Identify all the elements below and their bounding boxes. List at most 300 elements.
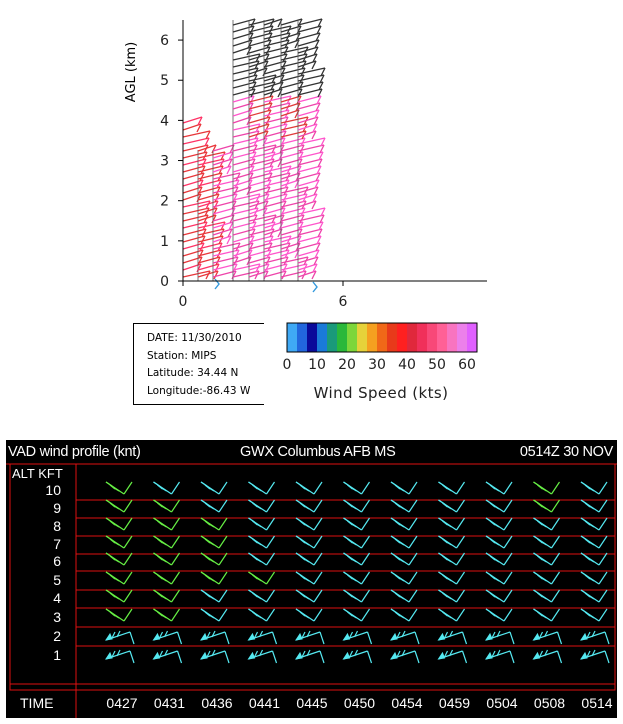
barb-shaft bbox=[320, 651, 324, 663]
y-tick-label: 5 bbox=[160, 73, 169, 90]
vad-station: GWX Columbus AFB MS bbox=[240, 444, 396, 460]
vad-barb bbox=[486, 572, 512, 584]
time-label: 0441 bbox=[248, 695, 281, 711]
vad-barb bbox=[201, 500, 227, 512]
vad-barb bbox=[391, 631, 419, 644]
vad-barb bbox=[439, 590, 465, 602]
barb-shaft bbox=[267, 518, 275, 530]
barb-shaft bbox=[219, 609, 227, 621]
vad-datetime: 0514Z 30 NOV bbox=[519, 444, 613, 460]
vad-barb bbox=[439, 631, 467, 644]
wind-barb bbox=[233, 138, 258, 144]
alt-header: ALT KFT bbox=[12, 466, 63, 481]
vad-barb bbox=[344, 650, 372, 663]
vad-barb bbox=[486, 482, 512, 494]
barb-shaft bbox=[314, 572, 322, 584]
vad-barb bbox=[391, 609, 417, 621]
wind-barb bbox=[233, 54, 260, 60]
barb-flag bbox=[391, 634, 397, 640]
barb-shaft bbox=[124, 609, 132, 621]
barb-shaft bbox=[510, 632, 514, 644]
wind-barb bbox=[233, 271, 259, 277]
vad-barb bbox=[154, 536, 180, 548]
wind-barb bbox=[233, 68, 258, 74]
barb-flag bbox=[439, 653, 445, 659]
time-label: 0504 bbox=[486, 695, 518, 711]
barb-shaft bbox=[415, 632, 419, 644]
barb-shaft bbox=[219, 553, 227, 565]
vad-barb bbox=[249, 536, 275, 548]
vad-grid bbox=[6, 464, 617, 718]
vad-barb bbox=[344, 500, 370, 512]
vad-barb bbox=[296, 518, 322, 530]
vad-barb bbox=[154, 553, 180, 565]
vad-barb bbox=[486, 536, 512, 548]
barb-shaft bbox=[504, 572, 512, 584]
barb-shaft bbox=[463, 651, 467, 663]
wind-barb bbox=[298, 243, 320, 249]
barb-shaft bbox=[552, 572, 560, 584]
vad-barb bbox=[296, 609, 322, 621]
vad-barb bbox=[581, 590, 607, 602]
barb-shaft bbox=[178, 651, 182, 663]
barb-shaft bbox=[362, 482, 370, 494]
colorbar-swatch bbox=[407, 323, 418, 352]
vad-barb bbox=[439, 536, 465, 548]
vad-plot bbox=[6, 440, 617, 718]
barb-shaft bbox=[599, 482, 607, 494]
vad-barb bbox=[296, 631, 324, 644]
barb-shaft bbox=[368, 632, 372, 644]
barb-flag bbox=[249, 653, 255, 659]
barb-shaft bbox=[457, 518, 465, 530]
vad-barb bbox=[201, 609, 227, 621]
barb-shaft bbox=[362, 590, 370, 602]
barb-shaft bbox=[362, 572, 370, 584]
barb-flag bbox=[249, 634, 255, 640]
vad-barb bbox=[154, 631, 182, 644]
barb-shaft bbox=[178, 632, 182, 644]
vad-barb bbox=[344, 536, 370, 548]
alt-label: 6 bbox=[53, 553, 61, 569]
barb-shaft bbox=[124, 500, 132, 512]
vad-barb bbox=[201, 553, 227, 565]
vad-barb bbox=[344, 631, 372, 644]
vad-barb bbox=[486, 590, 512, 602]
barb-shaft bbox=[457, 590, 465, 602]
alt-label: 4 bbox=[53, 590, 61, 606]
vad-barb bbox=[391, 536, 417, 548]
time-label: 0431 bbox=[153, 695, 186, 711]
barb-shaft bbox=[552, 590, 560, 602]
barb-shaft bbox=[552, 500, 560, 512]
vad-barb bbox=[106, 500, 132, 512]
colorbar-tick-label: 0 bbox=[282, 357, 292, 373]
barb-shaft bbox=[409, 609, 417, 621]
barb-shaft bbox=[314, 536, 322, 548]
barb-flag bbox=[486, 653, 492, 659]
barb-shaft bbox=[267, 500, 275, 512]
barb-shaft bbox=[124, 518, 132, 530]
barb-shaft bbox=[172, 590, 180, 602]
vad-barb bbox=[201, 518, 227, 530]
vad-barbs bbox=[106, 482, 609, 663]
y-tick-label: 0 bbox=[160, 274, 169, 290]
barb-shaft bbox=[172, 482, 180, 494]
vad-barb bbox=[106, 631, 134, 644]
barb-shaft bbox=[552, 536, 560, 548]
alt-label: 10 bbox=[45, 482, 61, 498]
vad-barb bbox=[581, 500, 607, 512]
wind-barb bbox=[298, 103, 320, 109]
colorbar-swatch bbox=[307, 323, 318, 352]
colorbar-swatch bbox=[357, 323, 368, 352]
barb-shaft bbox=[504, 590, 512, 602]
vad-barb bbox=[249, 482, 275, 494]
colorbar-swatch bbox=[427, 323, 438, 352]
vad-barb bbox=[106, 553, 132, 565]
barb-shaft bbox=[219, 590, 227, 602]
vad-barb bbox=[154, 590, 180, 602]
barb-shaft bbox=[124, 553, 132, 565]
barb-shaft bbox=[504, 500, 512, 512]
info-station: Station: MIPS bbox=[147, 349, 217, 362]
barb-shaft bbox=[362, 500, 370, 512]
barb-flag bbox=[581, 634, 587, 640]
barb-shaft bbox=[504, 536, 512, 548]
colorbar-swatch bbox=[367, 323, 378, 352]
vad-barb bbox=[581, 609, 607, 621]
barb-shaft bbox=[457, 500, 465, 512]
time-label: 0450 bbox=[343, 695, 376, 711]
vad-barb bbox=[439, 572, 465, 584]
vad-barb bbox=[249, 572, 275, 584]
barb-shaft bbox=[314, 518, 322, 530]
wind-barb bbox=[183, 145, 208, 151]
barb-shaft bbox=[558, 632, 562, 644]
time-label: 0514 bbox=[581, 695, 613, 711]
alt-label: 7 bbox=[53, 536, 61, 552]
barb-shaft bbox=[552, 553, 560, 565]
barb-shaft bbox=[362, 553, 370, 565]
barb-shaft bbox=[130, 632, 134, 644]
colorbar-swatch bbox=[397, 323, 408, 352]
vad-barb bbox=[534, 650, 562, 663]
barb-shaft bbox=[320, 632, 324, 644]
barb-shaft bbox=[409, 500, 417, 512]
y-tick-label: 6 bbox=[160, 33, 169, 50]
vad-barb bbox=[581, 482, 607, 494]
vad-barb bbox=[296, 500, 322, 512]
vad-barb bbox=[439, 609, 465, 621]
info-longitude: Longitude:-86.43 W bbox=[147, 384, 251, 397]
vad-barb bbox=[344, 572, 370, 584]
barb-flag bbox=[391, 653, 397, 659]
barb-flag bbox=[296, 653, 302, 659]
vad-barb bbox=[486, 631, 514, 644]
barb-shaft bbox=[605, 651, 609, 663]
alt-label: 2 bbox=[53, 628, 61, 644]
barb-shaft bbox=[599, 553, 607, 565]
barb-shaft bbox=[172, 553, 180, 565]
vad-barb bbox=[201, 572, 227, 584]
wind-barb bbox=[298, 96, 321, 102]
vad-barb bbox=[296, 536, 322, 548]
info-latitude: Latitude: 34.44 N bbox=[147, 367, 239, 379]
vad-barb bbox=[534, 590, 560, 602]
barb-shaft bbox=[409, 536, 417, 548]
wind-barb bbox=[183, 208, 209, 214]
barb-flag bbox=[344, 653, 350, 659]
colorbar-swatch bbox=[337, 323, 348, 352]
vad-barb bbox=[581, 553, 607, 565]
vad-barb bbox=[439, 500, 465, 512]
y-tick-label: 3 bbox=[160, 153, 169, 170]
plot-frame bbox=[10, 464, 615, 690]
wind-barb bbox=[183, 138, 209, 144]
vad-barb bbox=[344, 518, 370, 530]
wind-speed-colorbar bbox=[283, 323, 478, 373]
barb-shaft bbox=[219, 536, 227, 548]
colorbar-swatch bbox=[447, 323, 458, 352]
vad-barb bbox=[106, 572, 132, 584]
barb-shaft bbox=[457, 572, 465, 584]
barb-shaft bbox=[267, 536, 275, 548]
barb-flag bbox=[344, 634, 350, 640]
vad-barb bbox=[581, 631, 609, 644]
barb-shaft bbox=[362, 609, 370, 621]
barb-shaft bbox=[599, 590, 607, 602]
vad-barb bbox=[391, 590, 417, 602]
vad-barb bbox=[201, 590, 227, 602]
wind-barb bbox=[233, 201, 259, 207]
vad-barb bbox=[391, 482, 417, 494]
vad-barb bbox=[534, 482, 560, 494]
vad-barb bbox=[391, 572, 417, 584]
barb-shaft bbox=[172, 572, 180, 584]
alt-label: 3 bbox=[53, 609, 61, 625]
vad-barb bbox=[534, 572, 560, 584]
barb-shaft bbox=[273, 632, 277, 644]
baseline-marker bbox=[313, 282, 317, 292]
vad-barb bbox=[534, 518, 560, 530]
vad-barb bbox=[534, 553, 560, 565]
wind-barb bbox=[298, 166, 321, 172]
vad-barb bbox=[249, 518, 275, 530]
y-tick-label: 4 bbox=[160, 113, 169, 130]
y-tick-label: 1 bbox=[160, 233, 169, 250]
profile-column bbox=[213, 145, 240, 279]
alt-label: 1 bbox=[53, 647, 61, 663]
barb-shaft bbox=[457, 553, 465, 565]
vad-labels bbox=[12, 466, 613, 711]
wind-barb bbox=[298, 33, 320, 39]
wind-barb bbox=[298, 26, 321, 32]
barb-shaft bbox=[599, 609, 607, 621]
colorbar-swatch bbox=[467, 323, 478, 352]
vad-barb bbox=[486, 518, 512, 530]
vad-barb bbox=[344, 609, 370, 621]
barb-shaft bbox=[409, 518, 417, 530]
barb-shaft bbox=[362, 518, 370, 530]
colorbar-swatch bbox=[417, 323, 428, 352]
barb-shaft bbox=[314, 609, 322, 621]
barb-shaft bbox=[130, 651, 134, 663]
vad-barb bbox=[486, 609, 512, 621]
y-axis-label: AGL (km) bbox=[124, 41, 139, 103]
vad-barb bbox=[439, 518, 465, 530]
barb-flag bbox=[534, 634, 540, 640]
barb-flag bbox=[154, 653, 160, 659]
barb-shaft bbox=[124, 482, 132, 494]
barb-shaft bbox=[605, 632, 609, 644]
barb-shaft bbox=[219, 518, 227, 530]
barb-shaft bbox=[409, 572, 417, 584]
vad-barb bbox=[581, 650, 609, 663]
barb-shaft bbox=[599, 500, 607, 512]
barb-shaft bbox=[267, 572, 275, 584]
vad-barb bbox=[154, 650, 182, 663]
barb-flag bbox=[486, 634, 492, 640]
barb-shaft bbox=[225, 651, 229, 663]
barb-flag bbox=[439, 634, 445, 640]
barb-shaft bbox=[219, 500, 227, 512]
time-label: 0427 bbox=[106, 695, 138, 711]
colorbar-title: Wind Speed (kts) bbox=[313, 384, 449, 402]
barb-shaft bbox=[457, 609, 465, 621]
station-info-box bbox=[133, 323, 264, 405]
barb-flag bbox=[581, 653, 587, 659]
alt-label: 9 bbox=[53, 500, 61, 516]
vad-barb bbox=[154, 518, 180, 530]
colorbar-tick-label: 50 bbox=[428, 357, 446, 373]
vad-barb bbox=[439, 553, 465, 565]
vad-barb bbox=[154, 609, 180, 621]
colorbar-swatch bbox=[327, 323, 338, 352]
barb-shaft bbox=[510, 651, 514, 663]
colorbar-swatch bbox=[317, 323, 328, 352]
barb-shaft bbox=[552, 609, 560, 621]
barb-shaft bbox=[314, 500, 322, 512]
colorbar-swatch bbox=[437, 323, 448, 352]
barb-flag bbox=[534, 653, 540, 659]
time-label: 0454 bbox=[391, 695, 423, 711]
barb-shaft bbox=[409, 553, 417, 565]
vad-barb bbox=[106, 590, 132, 602]
barb-shaft bbox=[314, 590, 322, 602]
barb-shaft bbox=[172, 536, 180, 548]
vad-barb bbox=[201, 650, 229, 663]
colorbar-tick-label: 30 bbox=[368, 357, 386, 373]
colorbar-swatch bbox=[287, 323, 298, 352]
barb-shaft bbox=[267, 590, 275, 602]
colorbar-tick-label: 40 bbox=[398, 357, 416, 373]
vad-barb bbox=[581, 536, 607, 548]
vad-barb bbox=[106, 518, 132, 530]
vad-title: VAD wind profile (knt) bbox=[8, 444, 141, 460]
vad-barb bbox=[154, 482, 180, 494]
vad-wind-profile-panel bbox=[6, 440, 617, 718]
barb-shaft bbox=[504, 609, 512, 621]
barb-shaft bbox=[172, 518, 180, 530]
vad-barb bbox=[154, 500, 180, 512]
barb-shaft bbox=[409, 590, 417, 602]
wind-barb bbox=[298, 236, 321, 242]
barb-shaft bbox=[552, 518, 560, 530]
barb-shaft bbox=[504, 518, 512, 530]
vad-barb bbox=[249, 609, 275, 621]
vad-barb bbox=[439, 482, 465, 494]
barb-shaft bbox=[504, 553, 512, 565]
barb-shaft bbox=[314, 553, 322, 565]
barb-shaft bbox=[457, 536, 465, 548]
vad-barb bbox=[486, 500, 512, 512]
time-label: 0436 bbox=[201, 695, 233, 711]
vad-barb bbox=[296, 590, 322, 602]
vad-barb bbox=[486, 553, 512, 565]
vad-barb bbox=[534, 536, 560, 548]
barb-shaft bbox=[124, 572, 132, 584]
barb-flag bbox=[106, 653, 112, 659]
wind-barb bbox=[298, 173, 320, 179]
vad-barb bbox=[391, 518, 417, 530]
profiler-plot-area bbox=[183, 19, 325, 292]
vad-barb bbox=[296, 650, 324, 663]
barb-shaft bbox=[124, 590, 132, 602]
wind-barb bbox=[183, 131, 210, 137]
vad-barb bbox=[391, 650, 419, 663]
y-tick-label: 2 bbox=[160, 193, 169, 210]
colorbar-swatch bbox=[377, 323, 388, 352]
barb-shaft bbox=[225, 632, 229, 644]
barb-shaft bbox=[267, 482, 275, 494]
wind-barb bbox=[233, 208, 258, 214]
barb-shaft bbox=[219, 572, 227, 584]
vad-barb bbox=[201, 631, 229, 644]
wind-barb bbox=[233, 61, 259, 67]
vad-barb bbox=[249, 500, 275, 512]
vad-barb bbox=[249, 631, 277, 644]
vad-barb bbox=[391, 553, 417, 565]
barb-shaft bbox=[463, 632, 467, 644]
vad-barb bbox=[296, 482, 322, 494]
vad-barb bbox=[106, 609, 132, 621]
barb-flag bbox=[296, 634, 302, 640]
vad-barb bbox=[344, 482, 370, 494]
barb-shaft bbox=[273, 651, 277, 663]
vad-barb bbox=[344, 590, 370, 602]
vad-barb bbox=[154, 572, 180, 584]
vad-barb bbox=[439, 650, 467, 663]
vad-barb bbox=[249, 553, 275, 565]
barb-flag bbox=[201, 634, 207, 640]
barb-shaft bbox=[409, 482, 417, 494]
vad-barb bbox=[581, 518, 607, 530]
alt-label: 8 bbox=[53, 518, 61, 534]
vad-barb bbox=[106, 536, 132, 548]
colorbar-swatch bbox=[387, 323, 398, 352]
barb-shaft bbox=[219, 482, 227, 494]
vad-barb bbox=[581, 572, 607, 584]
colorbar-swatch bbox=[347, 323, 358, 352]
barb-shaft bbox=[599, 518, 607, 530]
barb-flag bbox=[201, 653, 207, 659]
time-label: 0445 bbox=[296, 695, 328, 711]
vad-barb bbox=[534, 609, 560, 621]
barb-shaft bbox=[314, 482, 322, 494]
colorbar-swatch bbox=[457, 323, 468, 352]
time-header: TIME bbox=[20, 695, 54, 711]
